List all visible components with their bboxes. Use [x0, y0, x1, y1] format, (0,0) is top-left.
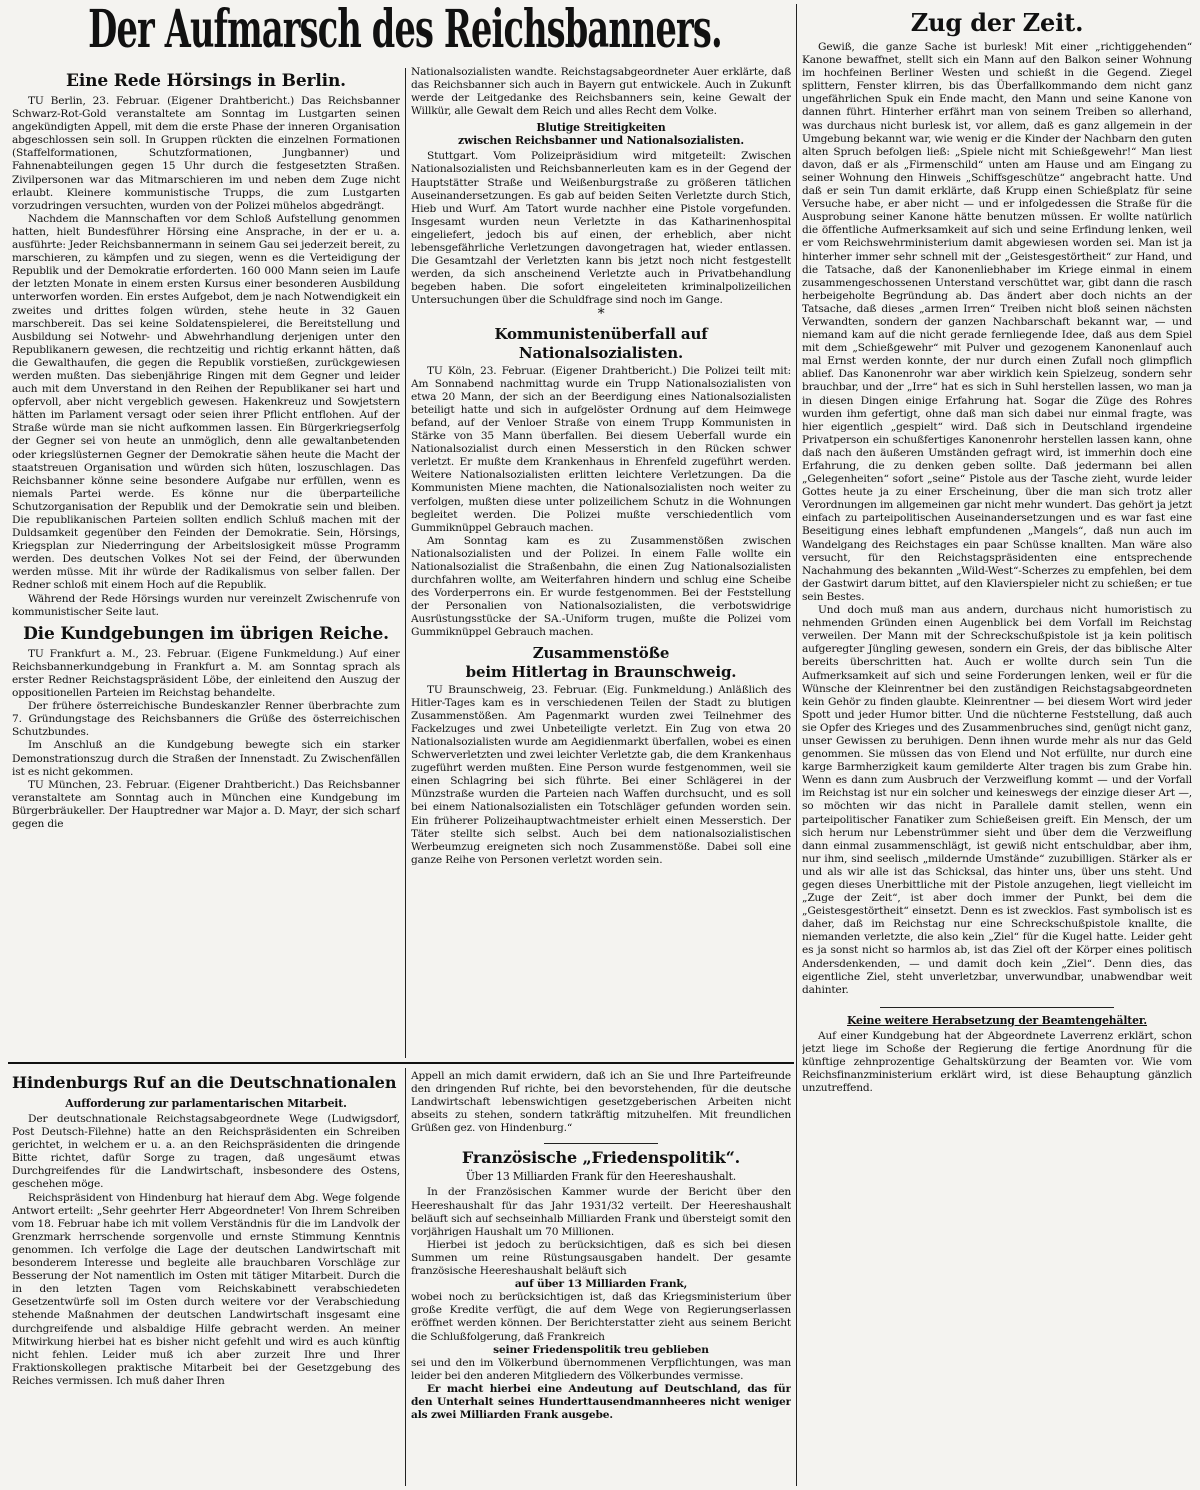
column-rule	[796, 4, 797, 1486]
headline: Französische „Friedenspolitik“.	[461, 1148, 741, 1168]
article-hindenburg	[12, 1070, 400, 1486]
divider	[880, 1007, 1114, 1008]
headline-line: Zusammenstöße	[532, 643, 670, 662]
emphasis-line: seiner Friedenspolitik treu geblieben	[493, 1343, 709, 1356]
headline: Eine Rede Hörsings in Berlin.	[66, 71, 346, 91]
emphasis-line: auf über 13 Milliarden Frank,	[514, 1278, 688, 1291]
article-continuation	[411, 66, 791, 1060]
section-rule	[8, 1062, 794, 1064]
paragraph: Gewiß, die ganze Sache ist burlesk! Mit einer „richtiggehenden“ Kanone bewaffnet, stellt sich ein Mann auf den Balkon seiner Wohnung im hochfeinen Berliner Westen und schießt in die Gegend. Ziegel splittern, Fenster klirren, bis das Überfallkommando dem nicht ganz ungefährlichen Spuk ein Ende macht, den Mann und seine Kanone von dannen führt. Hinterher erfährt man von seinem Treiben so allerhand, was durchaus nicht burlesk ist, vor allem, daß es ganz allgemein in der Umgebung bekannt war, wie wenig er die Kinder der Nachbarn den guten alten Spruch befolgen ließ: „Spiele nicht mit Schießgewehr!“ Man liest davon, daß er als „Firmenschild“ unten am Hause und am Eingang zu seiner Wohnung den Hinweis „Schiffsgeschütze“ angebracht hatte. Und daß er sein Tun damit erklärte, daß Krupp einen Schießplatz für seine Versuche habe, er aber nicht — und er infolgedessen die Straße für die Ausprobung seiner Kanone hätte benutzen müssen. Er wollte natürlich die öffentliche Aufmerksamkeit auf sich und seine Erfindung lenken, weil er vom Reichswehrministerium damit abgewiesen worden sei. Man ist ja hinterher immer sehr schnell mit der „Geistesgestörtheit“ zur Hand, und die Tatsache, daß der Kanonenliebhaber im Kriege einmal in einem zusammengeschossenen Unterstand verschüttet war, gibt dann die rasch herbeigeholte Begründung ab. Das ändert aber doch nichts an der Tatsache, daß dieses „armen Irren“ Treiben nicht bloß seinen nächsten Verwandten, sondern der ganzen Nachbarschaft bekannt war, — und niemand kam auf die nicht gerade fernliegende Idee, daß aus dem Spiel mit dem „Schießgewehr“ mit Pulver und gezogenem Kanonenlauf auch mal Ernst werden konnte, der nur durch einen Zufall noch glimpflich ablief. Das Kanonenrohr war aber wirklich kein Spielzeug, sondern sehr brauchbar, und der „Irre“ hat es sich in Suhl herstellen lassen, wo man ja in diesen Dingen einige Erfahrung hat. Sogar die Züge des Rohres wurden ihm gefertigt, ohne daß man sich dabei nur einmal fragte, was hier eigentlich „gespielt“ wird. Daß sich in Deutschland irgendeine Privatperson ein schußfertiges Kanonenrohr herstellen lassen kann, ohne daß nach den äußeren Umständen gefragt wird, ist immerhin doch eine Erfahrung, die zu denken geben sollte. Daß jedermann bei allen „Gelegenheiten“ sofort „seine“ Pistole aus der Tasche zieht, wurde leider Gottes heute ja zu einer Erscheinung, über die man sich trotz aller Verordnungen im allgemeinen gar nicht mehr wundert. Das gehört ja jetzt einfach zu parteipolitischen Auseinandersetzungen und es war fast eine Beseitigung eines lebhaft empfundenen „Mangels“, daß nun auch im Wandelgang des Reichstages ein paar Schüsse knallten. Man wäre also versucht, für den Reichstagspräsidenten eine entsprechende Nachahmung des bekannten „Wild-West“-Scherzes zu empfehlen, bei dem der Gastwirt darum bittet, auf den Klavierspieler nicht zu schießen; er tue sein Bestes.	[802, 41, 1192, 603]
paragraph: Auf einer Kundgebung hat der Abgeordnete Laverrenz erklärt, schon jetzt liege im Schoße der Regierung die fertige Anordnung für die künftige zehnprozentige Gehaltskürzung der Beamten vor. Wie vom Reichsfinanzministerium erklärt wird, ist diese Behauptung gänzlich unzutreffend.	[802, 1029, 1192, 1095]
headline: Keine weitere Herabsetzung der Beamtengehälter.	[846, 1013, 1148, 1027]
headline: Kommunistenüberfall auf Nationalsozialisten.	[494, 324, 708, 362]
headline: Hindenburgs Ruf an die Deutschnationalen	[12, 1073, 397, 1092]
headline-line: beim Hitlertag in Braunschweig.	[465, 662, 737, 681]
article-zug-der-zeit	[802, 4, 1192, 1486]
headline: Die Kundgebungen im übrigen Reiche.	[23, 623, 389, 644]
paragraph: TU Berlin, 23. Februar. (Eigener Drahtbericht.) Das Reichsbanner Schwarz-Rot-Gold veranstaltete am Sonntag im Lustgarten seinen angekündigten Appell, mit dem die erste Phase der inneren Organisation abgeschlossen sein soll. In Gruppen rückten die einzelnen Formationen (Staffelformationen, Schutzformationen, Jungbanner) und Fahnenabteilungen gegen 15 Uhr durch die festgesetzten Straßen. Zivilpersonen war das Mitmarschieren im und neben dem Zuge nicht erlaubt. Kleinere kommunistische Trupps, die zum Lustgarten vorzudringen versuchten, wurden von der Polizei mühelos abgedrängt.	[12, 95, 400, 212]
paragraph: sei und den im Völkerbund übernommenen Verpflichtungen, was man leider bei den anderen Mitgliedern des Völkerbundes vermisse.	[411, 1356, 791, 1382]
divider	[544, 1143, 658, 1144]
article-hoersing	[12, 66, 400, 1060]
paragraph: Während der Rede Hörsings wurden nur vereinzelt Zwischenrufe von kommunistischer Seite laut.	[12, 592, 400, 618]
paragraph: Appell an mich damit erwidern, daß ich an Sie und Ihre Parteifreunde den dringenden Ruf richte, bei den bevorstehenden, für die deutsche Landwirtschaft lebenswichtigen gesetzgeberischen Arbeiten nicht abseits zu stehen, sondern tatkräftig mitzuhelfen. Mit freundlichen Grüßen gez. von Hindenburg.“	[411, 1070, 791, 1135]
masthead-headline: Der Aufmarsch des Reichsbanners.	[88, 0, 722, 60]
paragraph: Im Anschluß an die Kundgebung bewegte sich ein starker Demonstrationszug durch die Straßen der Innenstadt. Zu Zwischenfällen ist es nicht gekommen.	[12, 739, 400, 778]
article-friedenspolitik	[411, 1070, 791, 1486]
paragraph: Und doch muß man aus andern, durchaus nicht humoristisch zu nehmenden Gründen einen Augenblick bei dem Vorfall im Reichstag verweilen. Der Mann mit der Schreckschußpistole ist ja kein politisch aufgeregter Jüngling gewesen, sondern ein Greis, der das biblische Alter bereits überschritten hat. Auch er wollte durch sein Tun die Aufmerksamkeit auf sich und seine Forderungen lenken, weil er für die Wünsche der Kleinrentner bei den zuständigen Reichstagsabgeordneten kein Gehör zu finden glaubte. Kleinrentner — bei diesem Wort wird jeder Spott und jeder Humor bitter. Und die nüchterne Feststellung, daß auch sie Opfer des Krieges und des Zusammenbruches sind, genügt nicht ganz, unser Gewissen zu beruhigen. Denn ihnen wurde mehr als nur das Geld genommen. Sie müssen das von Elend und Not erfüllte, nur durch eine karge Barmherzigkeit kaum gemilderte Alter tragen bis zum Grabe hin. Wenn es dann zum Ausbruch der Verzweiflung kommt — und der Vorfall im Reichstag ist nur ein solcher und keineswegs der einzige dieser Art —, so möchten wir das nicht in Parallele damit stellen, wenn ein parteipolitischer Fanatiker zum Schießeisen greift. Ein Mensch, der um sich herum nur Lebenstrümmer sieht und über dem die Verzweiflung dann einmal zusammenschlägt, ist gewiß nicht entschuldbar, aber ihm, nur ihm, sind seelisch „mildernde Umstände“ zuzubilligen. Stärker als er und als wir alle ist das Schicksal, das hinter uns, über uns steht. Und gegen dieses Unerbittliche mit der Pistole anzugehen, liegt vielleicht im „Zuge der Zeit“, ist aber doch immer der Punkt, bei dem die „Geistesgestörtheit“ einsetzt. Denn es ist zwecklos. Fast symbolisch ist es daher, daß im Reichstag nur eine Schreckschußpistole knallte, die niemanden verletzte, die also kein „Ziel“ für die Kugel hatte. Leider geht es ja sonst nicht so harmlos ab, ist das Ziel oft der Körper eines politisch Andersdenkenden, — und damit doch kein „Ziel“. Denn dies, das eigentliche Ziel, steht unverletzbar, unverwundbar, unabwendbar weit dahinter.	[802, 604, 1192, 996]
subheadline-line: zwischen Reichsbanner und Nationalsozialisten.	[458, 134, 744, 148]
subheadline: Aufforderung zur parlamentarischen Mitarbeit.	[65, 1097, 347, 1110]
column-rule	[405, 1068, 406, 1486]
paragraph: Der frühere österreichische Bundeskanzler Renner überbrachte zum 7. Gründungstage des Reichsbanners die Grüße des österreichischen Schutzbundes.	[12, 700, 400, 739]
subheadline-line: Blutige Streitigkeiten	[536, 121, 666, 135]
masthead	[20, 0, 790, 62]
separator: *	[597, 305, 605, 322]
paragraph: TU München, 23. Februar. (Eigener Drahtbericht.) Das Reichsbanner veranstaltete am Sonntag auch in München eine Kundgebung im Bürgerbräukeller. Der Hauptredner war Major a. D. Mayr, der sich scharf gegen die	[12, 778, 400, 830]
paragraph: In der Französischen Kammer wurde der Bericht über den Heereshaushalt für das Jahr 1931/32 verteilt. Der Heereshaushalt beläuft sich auf sechseinhalb Milliarden Frank und übersteigt somit den vorjährigen Haushalt um 70 Millionen.	[411, 1186, 791, 1238]
paragraph: Reichspräsident von Hindenburg hat hierauf dem Abg. Wege folgende Antwort erteilt: „Sehr geehrter Herr Abgeordneter! Von Ihrem Schreiben vom 18. Februar habe ich mit vollem Verständnis für die im Landvolk der Grenzmark herrschende sorgenvolle und ernste Stimmung Kenntnis genommen. Ich verfolge die Lage der deutschen Landwirtschaft mit besonderem Interesse und begleite alle brauchbaren Vorschläge zur Besserung der Not namentlich im Osten mit tätiger Mitarbeit. Durch die in den letzten Tagen vom Reichskabinett verabschiedeten Gesetzentwürfe soll im Osten durch weitere vor der Verabschiedung stehende Maßnahmen der deutschen Landwirtschaft insgesamt eine durchgreifende und alsbaldige Hilfe gebracht werden. An meiner Mitwirkung hierbei hat es bisher nicht gefehlt und wird es auch künftig nicht fehlen. Leider muß ich aber zurzeit Ihre und Ihrer Fraktionskollegen praktische Mitarbeit bei der Gesetzgebung des Reiches vermissen. Ich muß daher Ihren	[12, 1191, 400, 1387]
paragraph: Nachdem die Mannschaften vor dem Schloß Aufstellung genommen hatten, hielt Bundesführer Hörsing eine Ansprache, in der er u. a. ausführte: Jeder Reichsbannermann in seinem Gau sei jederzeit bereit, zu marschieren, zu kämpfen und zu siegen, wenn es die Verteidigung der Republik und der Demokratie erforderten. 160 000 Mann seien im Laufe der letzten Monate in einem ersten Kursus einer besonderen Ausbildung unterworfen worden. Ein erstes Aufgebot, dem je nach Notwendigkeit ein zweites und drittes folgen würden, stehe heute in 32 Gauen marschbereit. Das sei keine Soldatenspielerei, die Bereitstellung und Ausbildung sei Notwehr- und Abwehrhandlung derjenigen unter den Republikanern gewesen, die rechtzeitig und richtig erkannt hätten, daß die Gewalthaufen, die gegen die Republik vorstießen, zurückgewiesen werden mußten. Das siebenjährige Ringen mit dem Gegner und leider auch mit dem Unverstand in den Reihen der Republikaner sei hart und opfervoll, aber nicht vergeblich gewesen. Hakenkreuz und Sowjetstern hätten im Parlament versagt oder seien ihrer Pflicht entflohen. Auf der Straße würde man sie nicht aufkommen lassen. Ein Bürgerkriegserfolg der Gegner sei von heute an unmöglich, denn alle gewaltanbetenden oder kriegslüsternen Gegner der Demokratie sähen heute die Macht der staatstreuen Organisation und würden sich hüten, loszuschlagen. Das Reichsbanner könne seine besondere Aufgabe nur erfüllen, wenn es niemals Partei werde. Es könne nur die überparteiliche Schutzorganisation der Republik und der Demokratie sein und bleiben. Die republikanischen Parteien sollten endlich Schluß machen mit der Duldsamkeit gegenüber den Feinden der Demokratie. Sein, Hörsings, Kriegsplan zur Niederringung der Arbeitslosigkeit müsse Programm werden. Des deutschen Volkes Not sei der Feind, der überwunden werden müsse. Mit ihr würde der Radikalismus von selber fallen. Der Redner schloß mit einem Hoch auf die Republik.	[12, 212, 400, 592]
paragraph: TU Köln, 23. Februar. (Eigener Drahtbericht.) Die Polizei teilt mit: Am Sonnabend nachmittag wurde ein Trupp Nationalsozialisten von etwa 20 Mann, der sich an der Beerdigung eines Nationalsozialisten beteiligt hatte und sich in aufgelöster Ordnung auf dem Heimwege befand, auf der Venloer Straße von einem Trupp Kommunisten in Stärke von 35 Mann überfallen. Bei diesem Ueberfall wurde ein Nationalsozialist durch einen Messerstich in den Rücken schwer verletzt. Er mußte dem Krankenhaus in Ehrenfeld zugeführt werden. Weitere Nationalsozialisten erlitten leichtere Verletzungen. Da die Kommunisten Miene machten, die Nationalsozialisten noch weiter zu verfolgen, mußten diese unter polizeilichem Schutz in die Wohnungen begleitet werden. Die Polizei mußte verschiedentlich vom Gummiknüppel Gebrauch machen.	[411, 364, 791, 534]
paragraph: Er macht hierbei eine Andeutung auf Deutschland, das für den Unterhalt seines Hunderttausendmannheeres nicht weniger als zwei Milliarden Frank ausgebe.	[411, 1382, 791, 1422]
paragraph: Stuttgart. Vom Polizeipräsidium wird mitgeteilt: Zwischen Nationalsozialisten und Reichsbannerleuten kam es in der Gegend der Hauptstätter Straße und Weißenburgstraße zu größeren tätlichen Auseinandersetzungen. Es gab auf beiden Seiten Verletzte durch Stich, Hieb und Wurf. Am Tatort wurde nachher eine Pistole vorgefunden. Insgesamt wurden neun Verletzte in das Katharinenhospital eingeliefert, jedoch bis auf einen, der erheblich, aber nicht lebensgefährliche Verletzungen davongetragen hat, wieder entlassen. Die Gesamtzahl der Verletzten kann bis jetzt noch nicht festgestellt werden, da sich anscheinend Verletzte auch in Privatbehandlung begeben haben. Die sofort eingeleiteten kriminalpolizeilichen Untersuchungen über die Schuldfrage sind noch im Gange.	[411, 150, 791, 307]
paragraph: Nationalsozialisten wandte. Reichstagsabgeordneter Auer erklärte, daß das Reichsbanner sich auch in Bayern gut entwickele. Auch in Zukunft werde der Leitgedanke des Reichsbanners sein, keine Gewalt der Willkür, alle Gewalt dem Reich und alles Recht dem Volke.	[411, 66, 791, 118]
paragraph: TU Braunschweig, 23. Februar. (Eig. Funkmeldung.) Anläßlich des Hitler-Tages kam es in verschiedenen Teilen der Stadt zu blutigen Zusammenstößen. Am Pagenmarkt wurden zwei Teilnehmer des Fackelzuges und zwei Unbeteiligte verletzt. Ein Zug von etwa 20 Nationalsozialisten wurde am Aegidienmarkt überfallen, wobei es einen Schwerverletzten und zwei leichter Verletzte gab, die dem Krankenhaus zugeführt werden mußten. Eine Person wurde festgenommen, weil sie einen Schlagring bei sich führte. Bei einer Schlägerei in der Münzstraße wurden die Parteien nach Waffen durchsucht, und es soll bei einem Nationalsozialisten ein Totschläger gefunden worden sein. Ein früherer Polizeihauptwachtmeister erhielt einen Messerstich. Der Täter stellte sich selbst. Auch bei dem nationalsozialistischen Werbeumzug ereigneten sich noch Zusammenstöße. Dabei soll eine ganze Reihe von Personen verletzt worden sein.	[411, 683, 791, 866]
subheadline	[411, 121, 791, 147]
paragraph: Hierbei ist jedoch zu berücksichtigen, daß es sich bei diesen Summen um reine Rüstungsausgaben handelt. Der gesamte französische Heereshaushalt beläuft sich	[411, 1238, 791, 1278]
paragraph: TU Frankfurt a. M., 23. Februar. (Eigene Funkmeldung.) Auf einer Reichsbannerkundgebung in Frankfurt a. M. am Sonntag sprach als erster Redner Reichstagspräsident Löbe, der einleitend den Auszug der oppositionellen Parteien im Reichstag behandelte.	[12, 647, 400, 700]
paragraph: Am Sonntag kam es zu Zusammenstößen zwischen Nationalsozialisten und der Polizei. In einem Falle wollte ein Nationalsozialist die Straßenbahn, die einen Zug Nationalsozialisten durchfahren wollte, am Weiterfahren hindern und schlug eine Scheibe des Vorderperrons ein. Er wurde festgenommen. Bei der Feststellung der Personalien von Nationalsozialisten, die verbotswidrige Ausrüstungsstücke der SA.-Uniform trugen, mußte die Polizei vom Gummiknüppel Gebrauch machen.	[411, 534, 791, 639]
paragraph: Der deutschnationale Reichstagsabgeordnete Wege (Ludwigsdorf, Post Deutsch-Filehne) hatte an den Reichspräsidenten ein Schreiben gerichtet, in welchem er u. a. an den Reichspräsidenten die dringende Bitte richtet, dafür Sorge zu tragen, daß ungesäumt etwas Durchgreifendes für die Landwirtschaft, insbesondere des Ostens, geschehen möge.	[12, 1113, 400, 1191]
headline: Zug der Zeit.	[910, 8, 1084, 37]
subheadline: Über 13 Milliarden Frank für den Heereshaushalt.	[465, 1170, 737, 1184]
column-rule	[405, 68, 406, 1058]
paragraph: wobei noch zu berücksichtigen ist, daß das Kriegsministerium über große Kredite verfügt, die auf dem Wege von Regierungserlassen eröffnet werden können. Der Berichterstatter zieht aus seinem Bericht die Schlußfolgerung, daß Frankreich	[411, 1291, 791, 1343]
headline	[411, 644, 791, 682]
